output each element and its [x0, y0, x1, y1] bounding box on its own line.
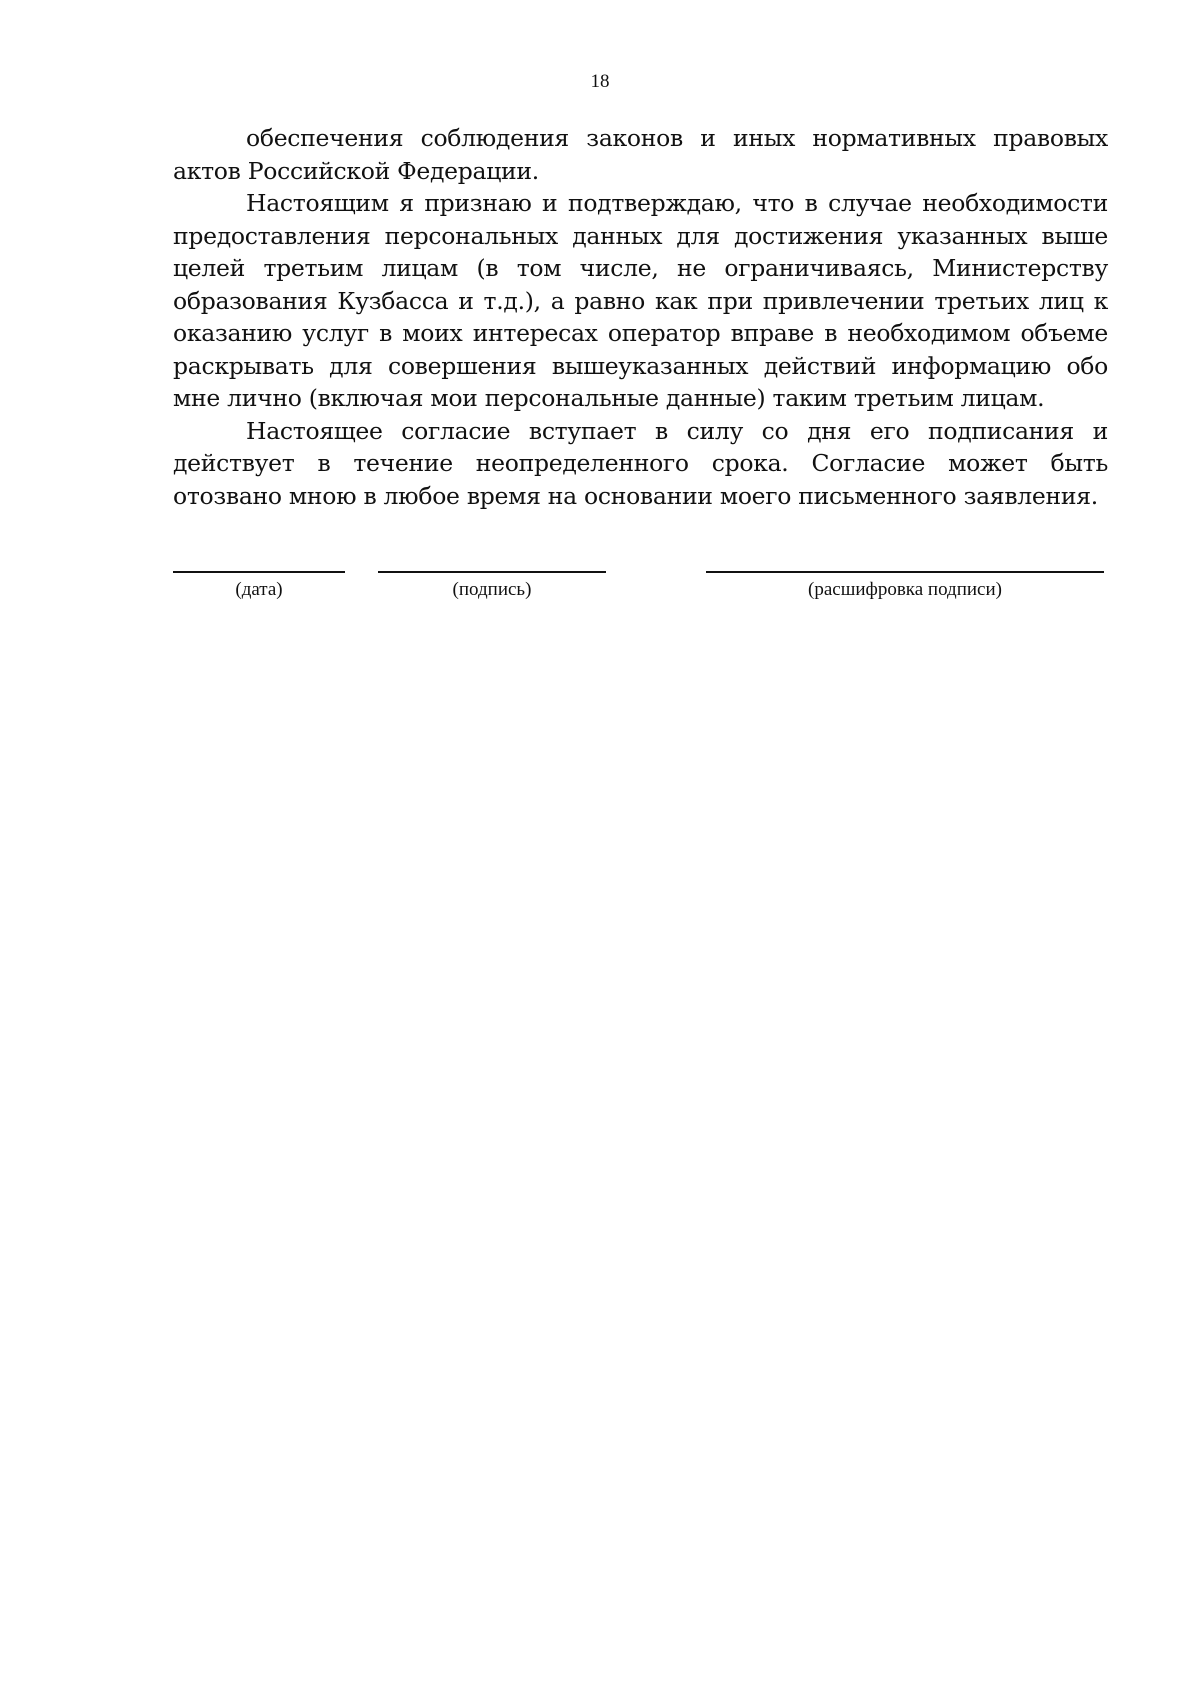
signature-line	[378, 571, 606, 573]
date-line	[173, 571, 345, 573]
paragraph-continuation: обеспечения соблюдения законов и иных нормативных правовых актов Российской Федерации.	[173, 124, 1108, 185]
signature-decoding-label: (расшифровка подписи)	[808, 579, 1002, 600]
paragraph-third-parties: Настоящим я признаю и подтверждаю, что в случае необходимости предоставления персональных данных для достижения указанных выше целей третьим лицам (в том числе, не ограничиваясь, Министерству образования Кузбасса и т.д.), а равно как при привлечении третьих лиц к оказанию услуг в моих интересах оператор вправе в необходимом объеме раскрывать для совершения вышеуказанных действий информацию обо мне лично (включая мои персональные данные) таким третьим лицам.	[173, 189, 1108, 412]
signature-label: (подпись)	[452, 579, 532, 600]
signature-decoding-line	[706, 571, 1104, 573]
paragraph-validity: Настоящее согласие вступает в силу со дня его подписания и действует в течение неопределенного срока. Согласие может быть отозвано мною в любое время на основании моего письменного заявления.	[173, 416, 1108, 510]
date-label: (дата)	[235, 579, 283, 600]
page-number: 18	[590, 71, 610, 92]
document-body	[173, 122, 1108, 512]
